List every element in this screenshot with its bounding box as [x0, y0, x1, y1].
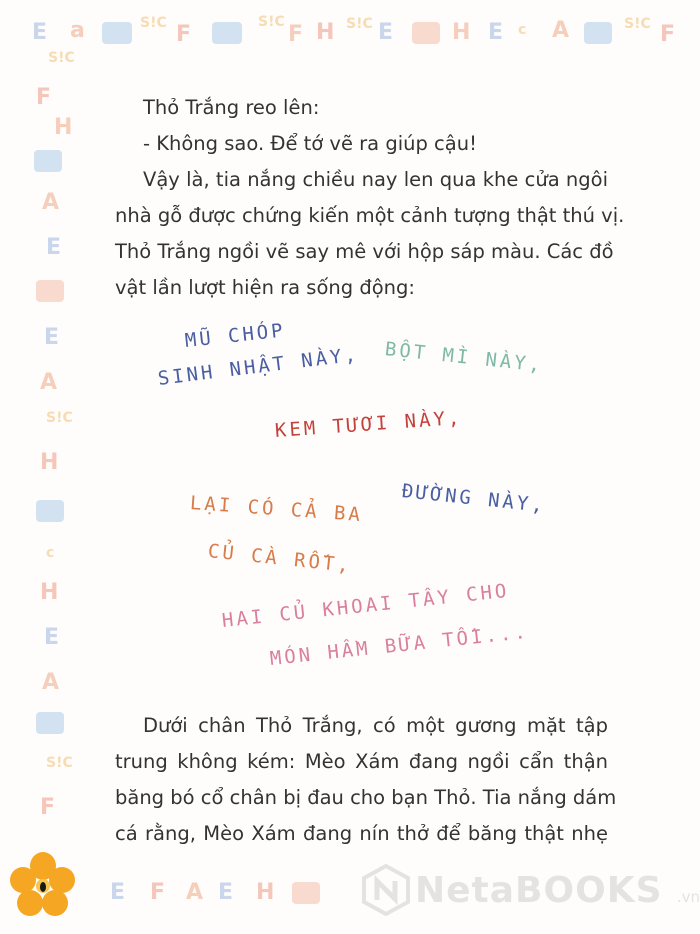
text-line: Vậy là, tia nắng chiều nay len qua khe cửa ngôi: [143, 168, 608, 191]
handwritten-item: KEM TƯƠI NÀY,: [274, 406, 464, 442]
watermark-brand: NetaBOOKS: [415, 870, 663, 911]
text-line: Thỏ Trắng ngồi vẽ say mê với hộp sáp màu. Các đồ: [115, 240, 614, 263]
paragraph-2: [115, 126, 608, 162]
text-line: băng bó cổ chân bị đau cho bạn Thỏ. Tia nắng dám: [115, 786, 617, 809]
watermark-suffix: .vn: [676, 888, 700, 906]
text-line: cá rằng, Mèo Xám đang nín thở để băng thật nhẹ: [115, 822, 608, 845]
handwritten-item: BỘT MÌ NÀY,: [383, 338, 545, 377]
text-line: trung không kém: Mèo Xám đang ngồi cẩn thận: [115, 750, 608, 773]
text-line: nhà gỗ được chứng kiến một cảnh tượng thật thú vị.: [115, 204, 625, 227]
text-line: Dưới chân Thỏ Trắng, có một gương mặt tập: [143, 714, 608, 737]
text-line: vật lần lượt hiện ra sống động:: [115, 276, 415, 299]
alphabet-border-top: E a S!C F S!C F H S!C E H E c A S!C F: [32, 14, 676, 47]
netabooks-watermark: [360, 860, 700, 920]
handwritten-item: HAI CỦ KHOAI TÂY CHO: [220, 579, 511, 632]
text-line: - Không sao. Để tớ vẽ ra giúp cậu!: [143, 132, 477, 155]
netabooks-logo-icon: [360, 864, 412, 916]
handwritten-item: SINH NHẬT NÀY,: [156, 343, 360, 390]
handwritten-item: ĐƯỜNG NÀY,: [400, 480, 547, 518]
paragraph-4: [115, 708, 617, 852]
alphabet-border-left: S!C F H A E E A S!C H c H E A S!C F: [36, 50, 75, 820]
handwritten-item: LẠI CÓ CẢ BA: [189, 492, 364, 527]
paragraph-3: [115, 162, 625, 306]
alphabet-border-bottom: E F A E H: [0, 862, 700, 922]
paragraph-1: [115, 90, 608, 126]
handwritten-item: CỦ CÀ RỐT,: [206, 540, 353, 578]
text-line: Thỏ Trắng reo lên:: [143, 96, 320, 119]
handwritten-item: MŨ CHÓP: [183, 319, 287, 352]
handwritten-item: MÓN HẦM BỮA TỐI...: [268, 620, 530, 670]
flower-icon: [8, 850, 78, 920]
